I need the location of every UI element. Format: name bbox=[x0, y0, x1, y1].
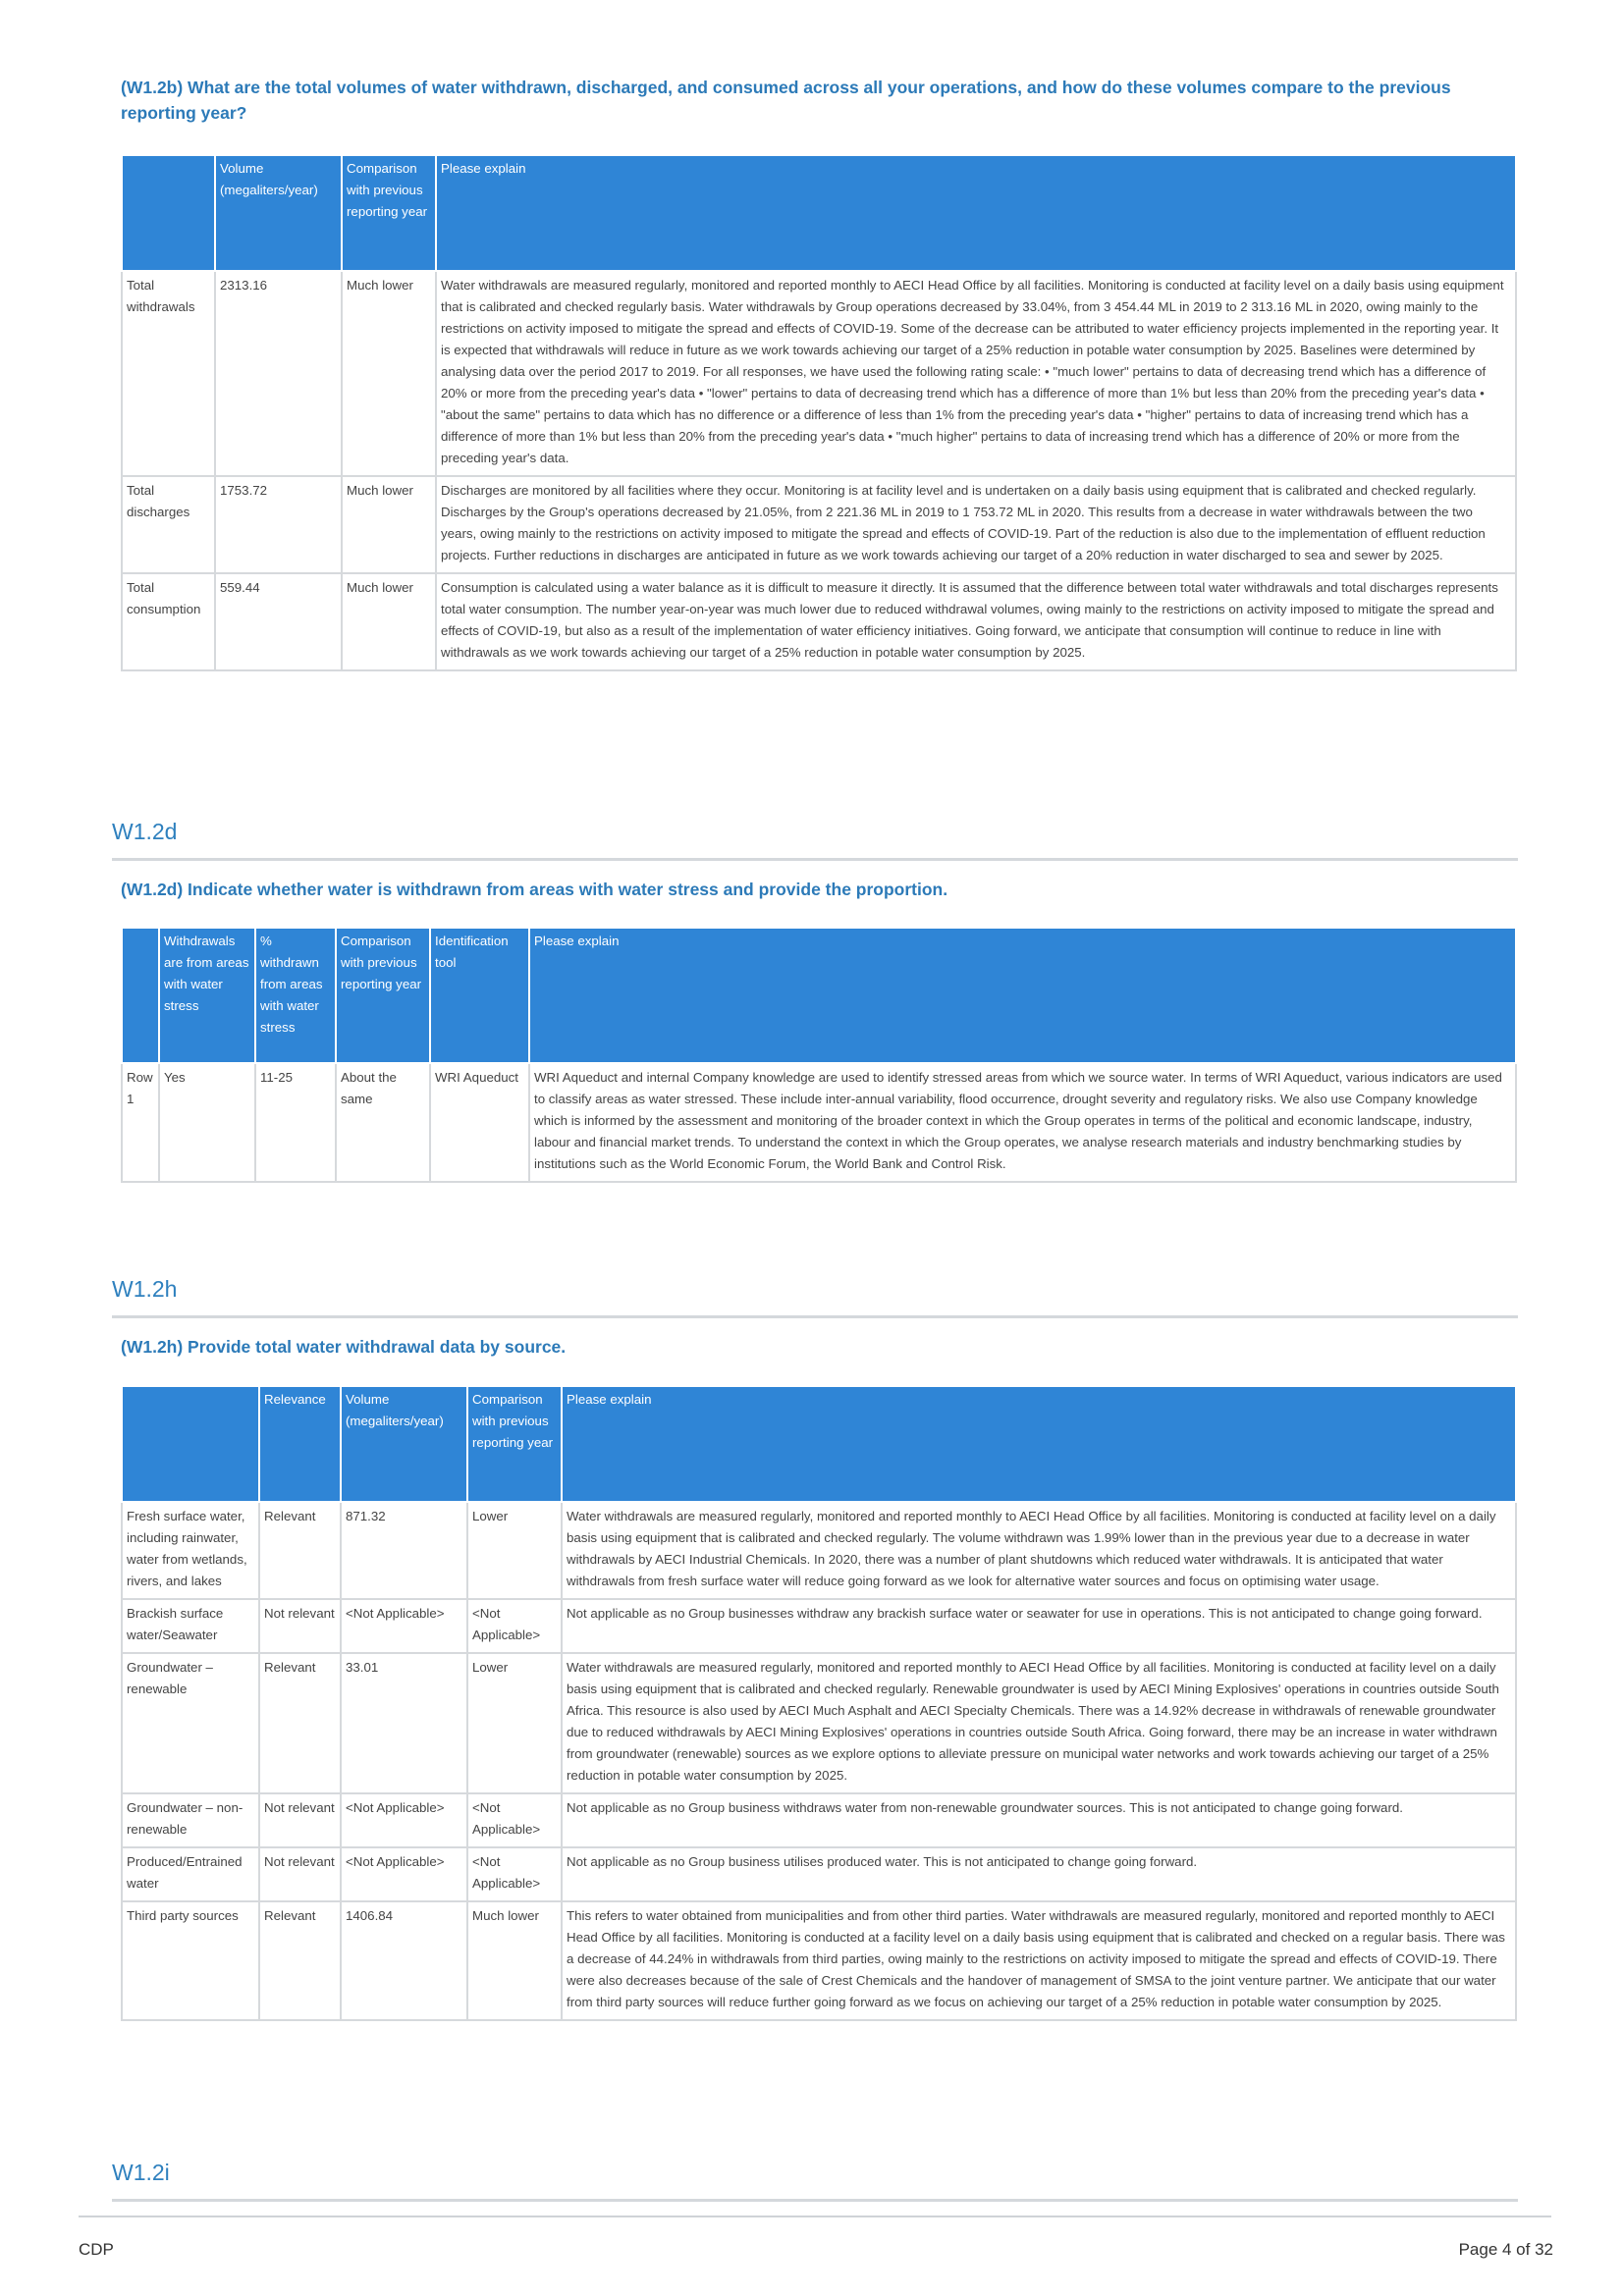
table-row bbox=[122, 1599, 1516, 1653]
table-row bbox=[122, 1847, 1516, 1901]
col-header-stress: Withdrawals are from areas with water stress bbox=[159, 928, 255, 1063]
row-label: Fresh surface water, including rainwater, water from wetlands, rivers, and lakes bbox=[122, 1502, 259, 1599]
col-header-explain: Please explain bbox=[436, 155, 1516, 271]
row-label: Produced/Entrained water bbox=[122, 1847, 259, 1901]
volume-value: 2313.16 bbox=[215, 271, 342, 476]
row-label: Total consumption bbox=[122, 573, 215, 670]
explain-text: Not applicable as no Group business withdraws water from non-renewable groundwater sources. This is not anticipated to change going forward. bbox=[562, 1793, 1516, 1847]
table-row bbox=[122, 1901, 1516, 2020]
footer-brand: CDP bbox=[79, 2240, 114, 2259]
col-header-volume: Volume (megaliters/year) bbox=[341, 1386, 467, 1502]
relevance-value: Relevant bbox=[259, 1653, 341, 1793]
volume-value: 871.32 bbox=[341, 1502, 467, 1599]
relevance-value: Not relevant bbox=[259, 1793, 341, 1847]
comparison-value: Much lower bbox=[467, 1901, 562, 2020]
col-header-pct: % withdrawn from areas with water stress bbox=[255, 928, 336, 1063]
explain-text: This refers to water obtained from municipalities and from other third parties. Water withdrawals are measured regularly, monitored and reported monthly to AECI Head Office by all facilities. Monitoring is conducted at a facility level on a daily basis using equipment that is calibrated and checked on a regular basis. There was a decrease of 44.24% in withdrawals from third parties, owing mainly to the restrictions on activity imposed to mitigate the spread and effects of COVID-19. There were also decreases because of the sale of Crest Chemicals and the handover of management of SMSA to the joint venture partner. We anticipate that our water from third party sources will reduce further going forward as we focus on achieving our target of a 25% reduction in potable water consumption by 2025. bbox=[562, 1901, 1516, 2020]
explain-text: Not applicable as no Group businesses withdraw any brackish surface water or seawater for use in operations. This is not anticipated to change going forward. bbox=[562, 1599, 1516, 1653]
row-label: Total withdrawals bbox=[122, 271, 215, 476]
table-row bbox=[122, 1653, 1516, 1793]
comparison-value: About the same bbox=[336, 1063, 430, 1182]
explain-text: Discharges are monitored by all facilities where they occur. Monitoring is at facility level and is undertaken on a daily basis using equipment that is calibrated and checked regularly. Discharges by the Group's operations decreased by 21.05%, from 2 221.36 ML in 2019 to 1 753.72 ML in 2020. This results from a decrease in water withdrawals between the two years, owing mainly to the restrictions on activity imposed to mitigate the spread and effects of COVID-19. Part of the reduction is also due to the implementation of effluent reduction projects. Further reductions in discharges are anticipated in future as we work towards achieving our target of a 20% reduction in water discharged to sea and sewer by 2025. bbox=[436, 476, 1516, 573]
table-w12d bbox=[121, 927, 1517, 1183]
comparison-value: <Not Applicable> bbox=[467, 1599, 562, 1653]
question-w12b: (W1.2b) What are the total volumes of water withdrawn, discharged, and consumed across all your operations, and how do these volumes compare to the previous reporting year? bbox=[121, 78, 1451, 123]
table-corner bbox=[122, 1386, 259, 1502]
footer-divider bbox=[79, 2216, 1551, 2217]
table-row bbox=[122, 1502, 1516, 1599]
table-w12b bbox=[121, 154, 1517, 671]
comparison-value: Much lower bbox=[342, 271, 436, 476]
volume-value: <Not Applicable> bbox=[341, 1793, 467, 1847]
volume-value: <Not Applicable> bbox=[341, 1847, 467, 1901]
comparison-value: Much lower bbox=[342, 573, 436, 670]
table-row bbox=[122, 476, 1516, 573]
pct-value: 11-25 bbox=[255, 1063, 336, 1182]
relevance-value: Relevant bbox=[259, 1901, 341, 2020]
table-row bbox=[122, 1063, 1516, 1182]
volume-value: <Not Applicable> bbox=[341, 1599, 467, 1653]
row-label: Third party sources bbox=[122, 1901, 259, 2020]
col-header-explain: Please explain bbox=[529, 928, 1516, 1063]
row-label: Groundwater – non-renewable bbox=[122, 1793, 259, 1847]
col-header-tool: Identification tool bbox=[430, 928, 529, 1063]
explain-text: Water withdrawals are measured regularly, monitored and reported monthly to AECI Head Office by all facilities. Monitoring is conducted at facility level on a daily basis using equipment that is calibrated and checked regularly. The volume withdrawn was 1.99% lower than in the previous year due to a decrease in water withdrawals by AECI Industrial Chemicals. In 2020, there was a number of plant shutdowns which reduced water withdrawals. It is anticipated that water withdrawals from fresh surface water will reduce going forward as we look for alternative water sources and focus on optimising water usage. bbox=[562, 1502, 1516, 1599]
col-header-relevance: Relevance bbox=[259, 1386, 341, 1502]
col-header-comparison: Comparison with previous reporting year bbox=[467, 1386, 562, 1502]
section-divider bbox=[112, 858, 1518, 861]
comparison-value: <Not Applicable> bbox=[467, 1793, 562, 1847]
section-heading-w12d: W1.2d bbox=[112, 819, 178, 844]
stress-value: Yes bbox=[159, 1063, 255, 1182]
volume-value: 1406.84 bbox=[341, 1901, 467, 2020]
relevance-value: Relevant bbox=[259, 1502, 341, 1599]
question-w12d: (W1.2d) Indicate whether water is withdrawn from areas with water stress and provide the proportion. bbox=[121, 880, 948, 899]
page-number: Page 4 of 32 bbox=[1458, 2240, 1553, 2259]
explain-text: Consumption is calculated using a water balance as it is difficult to measure it directly. It is assumed that the difference between total water withdrawals and total discharges represents total water consumption. The number year-on-year was much lower due to reduced withdrawal volumes, owing mainly to the restrictions on activity imposed to mitigate the spread and effects of COVID-19, but also as a result of the implementation of water efficiency initiatives. Going forward, we anticipate that consumption will continue to reduce in line with withdrawals as we work towards achieving our target of a 25% reduction in potable water consumption by 2025. bbox=[436, 573, 1516, 670]
col-header-comparison: Comparison with previous reporting year bbox=[336, 928, 430, 1063]
explain-text: Water withdrawals are measured regularly, monitored and reported monthly to AECI Head Office by all facilities. Monitoring is conducted at facility level on a daily basis using equipment that is calibrated and checked regularly basis. Water withdrawals by Group operations decreased by 33.04%, from 3 454.44 ML in 2019 to 2 313.16 ML in 2020, owing mainly to the restrictions on activity imposed to mitigate the spread and effects of COVID-19. Some of the decrease can be attributed to water efficiency projects implemented in the reporting year. It is expected that withdrawals will reduce in future as we work towards achieving our target of a 25% reduction in potable water consumption by 2025. Baselines were determined by analysing data over the period 2017 to 2019. For all responses, we have used the following rating scale: • "much lower" pertains to data of decreasing trend which has a difference of 20% or more from the preceding year's data • "lower" pertains to data of decreasing trend which has a difference of more than 1% but less than 20% from the preceding year's data • "about the same" pertains to data which has no difference or a difference of less than 1% from the preceding year's data • "higher" pertains to data of increasing trend which has a difference of more than 1% but less than 20% from the preceding year's data • "much higher" pertains to data of increasing trend which has a difference of 20% or more from the preceding year's data. bbox=[436, 271, 1516, 476]
explain-text: Water withdrawals are measured regularly, monitored and reported monthly to AECI Head Office by all facilities. Monitoring is conducted at facility level on a daily basis using equipment that is calibrated and checked regularly. Renewable groundwater is used by AECI Mining Explosives' operations in countries outside South Africa. This resource is also used by AECI Much Asphalt and AECI Specialty Chemicals. There was a 14.92% decrease in withdrawals of renewable groundwater due to reduced withdrawals by AECI Mining Explosives' operations in countries outside South Africa. Going forward, there may be an increase in water withdrawn from groundwater (renewable) sources as we explore options to alleviate pressure on municipal water networks and work towards achieving our target of a 25% reduction in potable water consumption by 2025. bbox=[562, 1653, 1516, 1793]
comparison-value: Lower bbox=[467, 1502, 562, 1599]
table-corner bbox=[122, 155, 215, 271]
table-row bbox=[122, 1793, 1516, 1847]
table-w12h bbox=[121, 1385, 1517, 2021]
question-w12h: (W1.2h) Provide total water withdrawal data by source. bbox=[121, 1337, 567, 1357]
row-label: Groundwater – renewable bbox=[122, 1653, 259, 1793]
row-label: Brackish surface water/Seawater bbox=[122, 1599, 259, 1653]
section-heading-w12h: W1.2h bbox=[112, 1276, 178, 1302]
row-label: Row 1 bbox=[122, 1063, 159, 1182]
section-divider bbox=[112, 2199, 1518, 2202]
relevance-value: Not relevant bbox=[259, 1599, 341, 1653]
col-header-comparison: Comparison with previous reporting year bbox=[342, 155, 436, 271]
volume-value: 1753.72 bbox=[215, 476, 342, 573]
explain-text: WRI Aqueduct and internal Company knowledge are used to identify stressed areas from which we source water. In terms of WRI Aqueduct, various indicators are used to classify areas as water stressed. These include inter-annual variability, flood occurrence, drought severity and regulatory risks. We also use Company knowledge which is informed by the assessment and monitoring of the broader context in which the Group operates in terms of the political and economic landscape, industry, labour and financial market trends. To understand the context in which the Group operates, we analyse research materials and industry benchmarking studies by institutions such as the World Economic Forum, the World Bank and Control Risk. bbox=[529, 1063, 1516, 1182]
tool-value: WRI Aqueduct bbox=[430, 1063, 529, 1182]
volume-value: 559.44 bbox=[215, 573, 342, 670]
relevance-value: Not relevant bbox=[259, 1847, 341, 1901]
table-row bbox=[122, 271, 1516, 476]
volume-value: 33.01 bbox=[341, 1653, 467, 1793]
comparison-value: Lower bbox=[467, 1653, 562, 1793]
table-corner bbox=[122, 928, 159, 1063]
table-row bbox=[122, 573, 1516, 670]
comparison-value: Much lower bbox=[342, 476, 436, 573]
section-heading-w12i: W1.2i bbox=[112, 2160, 170, 2185]
row-label: Total discharges bbox=[122, 476, 215, 573]
section-divider bbox=[112, 1315, 1518, 1318]
col-header-explain: Please explain bbox=[562, 1386, 1516, 1502]
col-header-volume: Volume (megaliters/year) bbox=[215, 155, 342, 271]
comparison-value: <Not Applicable> bbox=[467, 1847, 562, 1901]
explain-text: Not applicable as no Group business utilises produced water. This is not anticipated to change going forward. bbox=[562, 1847, 1516, 1901]
